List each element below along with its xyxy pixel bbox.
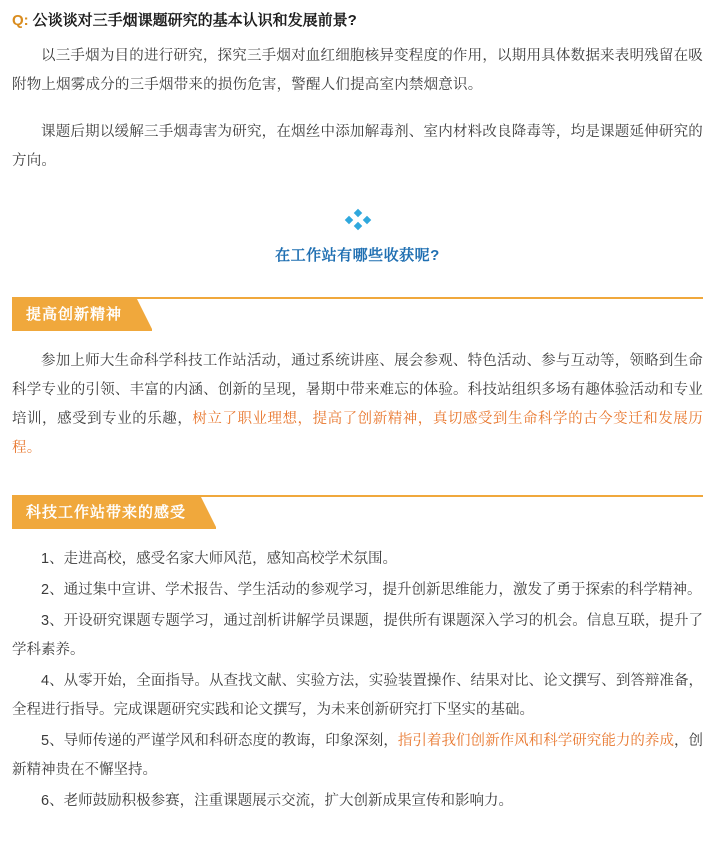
list-item-lead: 5、导师传递的严谨学风和科研态度的教诲，印象深刻， xyxy=(41,733,398,749)
section-workstation-feelings xyxy=(12,495,703,816)
list-item-tail: ，创新精神贵在不懈坚持。 xyxy=(12,733,704,778)
list-item: 1、走进高校，感受名家大师风范，感知高校学术氛围。 xyxy=(41,551,398,567)
answer-paragraph-1: 以三手烟为目的进行研究，探究三手烟对血红细胞核异变程度的作用，以期用具体数据来表明残留在吸附物上烟雾成分的三手烟带来的损伤危害，警醒人们提高室内禁烟意识。 xyxy=(12,48,703,93)
section-banner-wrap xyxy=(12,297,703,331)
section-banner-label: 提高创新精神 xyxy=(12,299,152,331)
section-divider xyxy=(12,210,703,265)
section-banner-label: 科技工作站带来的感受 xyxy=(12,497,216,529)
section-paragraph xyxy=(12,347,703,463)
list-item: 6、老师鼓励积极参赛，注重课题展示交流，扩大创新成果宣传和影响力。 xyxy=(41,793,514,809)
list-item: 3、开设研究课题专题学习，通过剖析讲解学员课题，提供所有课题深入学习的机会。信息互联，提升了学科素养。 xyxy=(12,613,703,658)
question-text: 公谈谈对三手烟课题研究的基本认识和发展前景? xyxy=(32,12,357,29)
diamond-dots-ornament-icon xyxy=(345,210,371,230)
list-item: 2、通过集中宣讲、学术报告、学生活动的参观学习，提升创新思维能力，激发了勇于探索的科学精神。 xyxy=(41,582,702,598)
answer-paragraph-2: 课题后期以缓解三手烟毒害为研究，在烟丝中添加解毒剂、室内材料改良降毒等，均是课题延伸研究的方向。 xyxy=(12,124,703,169)
section-body xyxy=(12,347,703,463)
list-item: 4、从零开始，全面指导。从查找文献、实验方法，实验装置操作、结果对比、论文撰写、到答辩准备，全程进行指导。完成课题研究实践和论文撰写，为未来创新研究打下坚实的基础。 xyxy=(12,673,703,718)
section-paragraph-lead: 参加上师大生命科学科技工作站活动，通过系统讲座、展会参观、特色活动、参与互动等，领略到生命科学专业的引领、丰富的内涵、创新的呈现，暑期中带来难忘的体验。科技站组织多场有趣体验活动和专业培训，感受到专业的乐趣， xyxy=(12,353,703,427)
divider-title: 在工作站有哪些收获呢? xyxy=(275,247,440,264)
section-paragraph-highlight: 树立了职业理想，提高了创新精神，真切感受到生命科学的古今变迁和发展历程。 xyxy=(12,411,704,456)
question-block xyxy=(12,10,703,32)
list-item xyxy=(12,727,703,785)
section-body xyxy=(12,545,703,816)
section-banner-wrap xyxy=(12,495,703,529)
section-innovation-spirit xyxy=(12,297,703,463)
question-label: Q: xyxy=(12,12,29,29)
list-item-highlight: 指引着我们创新作风和科学研究能力的养成 xyxy=(397,733,674,749)
